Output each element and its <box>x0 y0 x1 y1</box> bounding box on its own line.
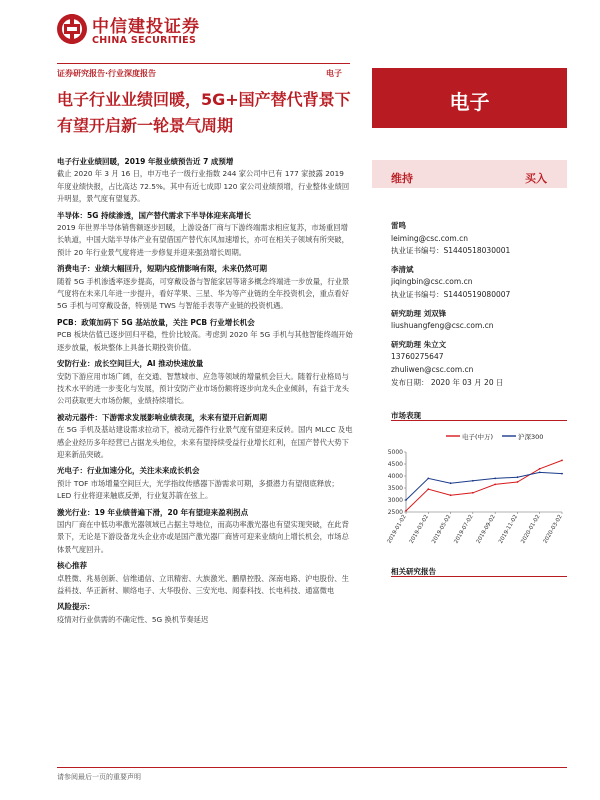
report-title: 电子行业业绩回暖，5G+国产替代背景下有望开启新一轮景气周期 <box>57 90 351 135</box>
analyst-name: 研究助理 刘双锋 <box>391 308 447 318</box>
header-divider <box>57 63 350 64</box>
data-point <box>405 510 407 512</box>
brand-name-en: CHINA SECURITIES <box>92 35 197 46</box>
section-text: 截止 2020 年 3 月 16 日，申万电子一级行业指数 244 家公司中已有 177 家披露 2019 年度业绩快报，占比高达 72.5%。其中有近七成即 120 家公司业绩预增，行业整体业绩回升明显，景气度有望复苏。 <box>57 169 350 204</box>
footer-note: 请参阅最后一页的重要声明 <box>57 773 141 781</box>
analyst-entry <box>391 308 566 333</box>
section-heading: 风险提示： <box>57 602 95 612</box>
report-section <box>57 412 353 462</box>
analyst-name: 雷鸣 <box>391 221 406 230</box>
analyst-email: leiming@csc.com.cn <box>391 233 469 243</box>
analyst-email: jiqingbin@csc.com.cn <box>391 277 473 287</box>
related-divider <box>391 576 567 577</box>
analyst-phone: 13760275647 <box>391 352 444 362</box>
x-tick-label: 2019-05-02 <box>431 514 453 545</box>
report-section <box>57 358 353 408</box>
report-section <box>57 263 353 313</box>
analyst-entry <box>391 220 566 258</box>
market-title: 市场表现 <box>391 411 421 420</box>
data-point <box>450 482 452 484</box>
analyst-name: 研究助理 朱立文 <box>391 339 447 349</box>
section-heading: 半导体：5G 持续渗透，国产替代需求下半导体迎来高增长 <box>57 210 251 220</box>
analyst-cert: 执业证书编号：S1440518030001 <box>391 246 511 256</box>
analyst-email: liushuangfeng@csc.com.cn <box>391 321 494 331</box>
data-point <box>472 492 474 494</box>
report-section <box>57 465 353 502</box>
section-heading: 消费电子：业绩大幅回升，短期内疫情影响有限，未来仍然可期 <box>57 264 267 274</box>
y-tick-label: 4500 <box>387 461 403 468</box>
data-point <box>472 480 474 482</box>
data-point <box>494 478 496 480</box>
section-text: 随着 5G 手机渗透率逐步提高，可穿戴设备与智能家居等诸多概念终端进一步放量，行业景气度将在未来几年进一步提升，看好苹果、三星、华为等产业链的全年投资机会，重点看好 5G 手机与可穿戴设备，特别是 TWS 与智能手表等产业链的投资机遇。 <box>57 276 350 311</box>
section-heading: 电子行业业绩回暖，2019 年报业绩预告近 7 成预增 <box>57 157 234 166</box>
section-text: 安防下游应用市场广阔，在交通、智慧城市、应急等领域的增量机会巨大。随着行业格局与技术水平的进一步变化与发展，预计安防产业市场份额将逐步向龙头企业倾斜，有益于龙头公司获取更大市场份额，业绩持续增长。 <box>57 371 349 406</box>
series-line-csi300 <box>406 472 562 500</box>
report-section <box>57 507 353 557</box>
y-tick-label: 3500 <box>387 485 403 492</box>
data-point <box>561 473 563 475</box>
section-text: 疫情对行业供需的不确定性、5G 换机节奏延迟 <box>57 614 209 624</box>
y-tick-label: 3000 <box>387 497 403 504</box>
data-point <box>517 481 519 483</box>
section-text: 2019 年世界半导体销售额逐步回暖，上游设备厂商与下游终端需求相应复苏，市场重回增长轨道，中国大陆半导体产业有望借国产替代东风加速增长，亦可在相关子领域有所突破，预计 20 年行业景气度将进一步修复并迎来强劲增长周期。 <box>57 223 349 257</box>
data-point <box>450 494 452 496</box>
series-line-electronics <box>406 460 562 510</box>
section-text: PCB 板块估值已逐步回归平稳，性价比较高。考虑到 2020 年 5G 手机与其他智能终端开始逐步放量，板块整体上具备长期投资价值。 <box>57 330 353 352</box>
section-text: 卓胜微、兆易创新、信维通信、立讯精密、大族激光、鹏鼎控股、深南电路、沪电股份、生益科技、华正新材、顺络电子、大华股份、三安光电、闻泰科技、长电科技、通富微电 <box>57 573 349 595</box>
data-point <box>539 468 541 470</box>
section-heading: 核心推荐 <box>57 561 87 571</box>
section-heading: 被动元器件：下游需求发展影响业绩表现，未来有望开启新周期 <box>57 412 267 422</box>
data-point <box>405 499 407 501</box>
x-tick-label: 2020-03-02 <box>542 514 564 545</box>
x-tick-label: 2019-09-02 <box>475 514 497 545</box>
company-logo-icon <box>55 12 89 46</box>
analyst-list <box>391 220 566 383</box>
market-chart <box>376 422 568 562</box>
section-heading: PCB：政策加码下 5G 基站放量，关注 PCB 行业增长机会 <box>57 317 255 327</box>
sector-label: 电子 <box>326 69 342 78</box>
y-tick-label: 5000 <box>387 449 403 456</box>
market-divider <box>391 420 567 421</box>
x-tick-label: 2019-07-02 <box>453 514 475 545</box>
data-point <box>561 460 563 462</box>
data-point <box>539 472 541 474</box>
legend-label-b: 沪深300 <box>518 433 544 441</box>
report-section <box>57 156 353 206</box>
report-section <box>57 601 353 626</box>
section-text: 国内厂商在中低功率激光器领域已占据主导地位，而高功率激光器也有望实现突破，在此背景下，无论是下游设备龙头企业亦或是国产激光器厂商皆可迎来业绩向上增长机会，市场总体景气度回升。 <box>57 519 349 554</box>
data-point <box>494 484 496 486</box>
x-tick-label: 2019-03-02 <box>408 514 431 545</box>
analyst-email: zhuliwen@csc.com.cn <box>391 364 474 374</box>
analyst-name: 李清斌 <box>391 264 414 274</box>
y-tick-label: 4000 <box>387 473 403 480</box>
data-point <box>427 488 429 490</box>
related-title: 相关研究报告 <box>391 567 436 576</box>
report-section <box>57 317 353 354</box>
section-heading: 光电子：行业加速分化，关注未来成长机会 <box>57 466 200 476</box>
data-point <box>427 478 429 480</box>
rating-buy: 买入 <box>525 172 547 185</box>
sector-panel-label: 电子 <box>449 90 490 114</box>
report-section <box>57 210 353 260</box>
section-text: 预计 TOF 市场增量空间巨大，光学指纹传感器下游需求可期，多摄潜力有望彻底释放；LED 行业将迎来触底反弹，行业复苏箭在弦上。 <box>57 478 339 501</box>
brand-name-cn: 中信建投证券 <box>92 17 200 37</box>
x-tick-label: 2019-11-02 <box>497 514 520 545</box>
legend-label-a: 电子(中万) <box>462 433 494 441</box>
analyst-entry <box>391 264 566 302</box>
section-heading: 激光行业：19 年业绩普遍下滑，20 年有望迎来盈利拐点 <box>57 507 249 517</box>
publish-date: 发布日期： 2020 年 03 月 20 日 <box>391 378 504 387</box>
rating-maintain: 维持 <box>391 172 413 185</box>
report-body <box>57 152 353 626</box>
data-point <box>517 476 519 478</box>
report-section <box>57 560 353 597</box>
analyst-entry <box>391 339 566 377</box>
y-tick-label: 2500 <box>387 509 403 516</box>
footer-divider <box>57 767 567 768</box>
report-type: 证券研究报告·行业深度报告 <box>57 69 157 78</box>
analyst-cert: 执业证书编号：S1440519080007 <box>391 289 511 299</box>
x-tick-label: 2019-01-02 <box>386 514 408 545</box>
x-tick-label: 2020-01-02 <box>520 514 542 545</box>
section-heading: 安防行业：成长空间巨大，AI 推动快速放量 <box>57 359 204 369</box>
section-text: 在 5G 手机及基站建设需求拉动下，被动元器件行业景气度有望迎来反转。国内 MLCC 及电感企业经历多年经营已占据龙头地位，未来有望持续受益行业增长红利，在国产替代大势下迎来新品突破。 <box>57 425 353 459</box>
